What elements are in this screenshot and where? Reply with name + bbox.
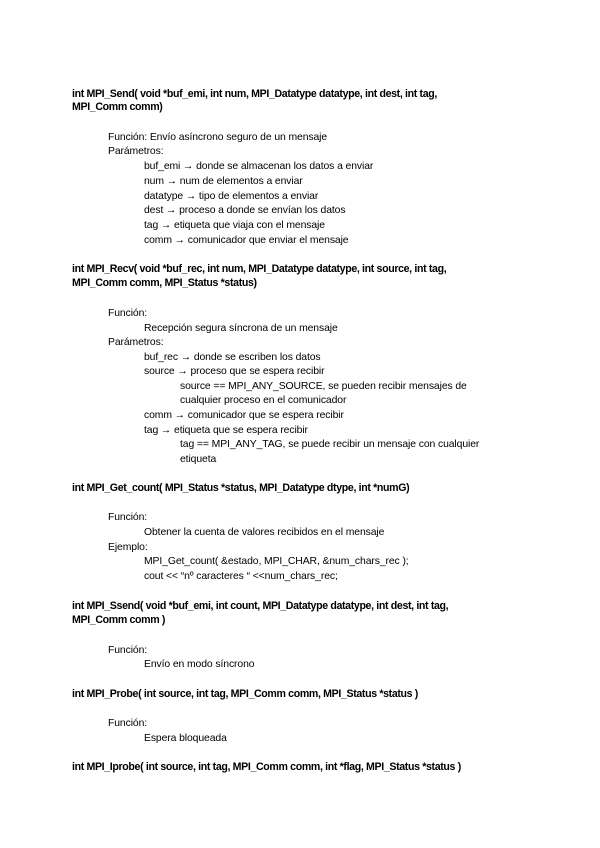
- mpi-send-param-buf-emi: buf_emi → donde se almacenan los datos a enviar: [144, 161, 374, 172]
- mpi-recv-signature-line-2: MPI_Comm comm, MPI_Status *status): [72, 277, 257, 289]
- mpi-recv-signature-line-1: int MPI_Recv( void *buf_rec, int num, MPI_Datatype datatype, int source, int tag,: [72, 263, 447, 275]
- mpi-send-signature-line-2: MPI_Comm comm): [72, 101, 163, 113]
- mpi-ssend-funcion-label: Función:: [108, 645, 148, 656]
- mpi-send-param-datatype: datatype → tipo de elementos a enviar: [144, 191, 319, 202]
- mpi-probe-funcion-label: Función:: [108, 718, 148, 729]
- mpi-recv-param-buf-rec: buf_rec → donde se escriben los datos: [144, 352, 321, 363]
- mpi-recv-tag-any-1: tag == MPI_ANY_TAG, se puede recibir un mensaje con cualquier: [180, 439, 480, 450]
- mpi-get-count-funcion-label: Función:: [108, 512, 148, 523]
- mpi-send-parametros-label: Parámetros:: [108, 146, 164, 157]
- mpi-get-count-ejemplo-label: Ejemplo:: [108, 542, 148, 553]
- mpi-send-param-dest: dest → proceso a donde se envían los datos: [144, 205, 346, 216]
- mpi-get-count-funcion-desc: Obtener la cuenta de valores recibidos en el mensaje: [144, 527, 385, 538]
- mpi-send-signature-line-1: int MPI_Send( void *buf_emi, int num, MPI_Datatype datatype, int dest, int tag,: [72, 88, 437, 100]
- mpi-get-count-signature: int MPI_Get_count( MPI_Status *status, MPI_Datatype dtype, int *numG): [72, 482, 410, 494]
- mpi-send-param-comm: comm → comunicador que enviar el mensaje: [144, 235, 349, 246]
- mpi-ssend-signature-line-2: MPI_Comm comm ): [72, 614, 166, 626]
- mpi-send-funcion: Función: Envío asíncrono seguro de un mensaje: [108, 132, 328, 143]
- mpi-iprobe-signature: int MPI_Iprobe( int source, int tag, MPI_Comm comm, int *flag, MPI_Status *status ): [72, 761, 461, 773]
- mpi-get-count-example-code-1: MPI_Get_count( &estado, MPI_CHAR, &num_chars_rec );: [144, 556, 409, 567]
- mpi-ssend-funcion-desc: Envío en modo síncrono: [144, 659, 255, 670]
- mpi-ssend-signature-line-1: int MPI_Ssend( void *buf_emi, int count, MPI_Datatype datatype, int dest, int tag,: [72, 600, 449, 612]
- mpi-recv-param-comm: comm → comunicador que se espera recibir: [144, 410, 344, 421]
- mpi-probe-funcion-desc: Espera bloqueada: [144, 733, 227, 744]
- mpi-send-param-tag: tag → etiqueta que viaja con el mensaje: [144, 220, 325, 231]
- mpi-recv-source-any-2: cualquier proceso en el comunicador: [180, 395, 347, 406]
- mpi-recv-source-any-1: source == MPI_ANY_SOURCE, se pueden recibir mensajes de: [180, 381, 467, 392]
- mpi-recv-funcion-label: Función:: [108, 308, 148, 319]
- mpi-recv-funcion-desc: Recepción segura síncrona de un mensaje: [144, 323, 338, 334]
- mpi-recv-param-tag: tag → etiqueta que se espera recibir: [144, 425, 308, 436]
- mpi-recv-param-source: source → proceso que se espera recibir: [144, 366, 325, 377]
- mpi-recv-parametros-label: Parámetros:: [108, 337, 164, 348]
- mpi-send-param-num: num → num de elementos a enviar: [144, 176, 303, 187]
- mpi-recv-tag-any-2: etiqueta: [180, 454, 217, 465]
- mpi-get-count-example-code-2: cout << “nº caracteres “ <<num_chars_rec;: [144, 571, 338, 582]
- mpi-probe-signature: int MPI_Probe( int source, int tag, MPI_Comm comm, MPI_Status *status ): [72, 688, 418, 700]
